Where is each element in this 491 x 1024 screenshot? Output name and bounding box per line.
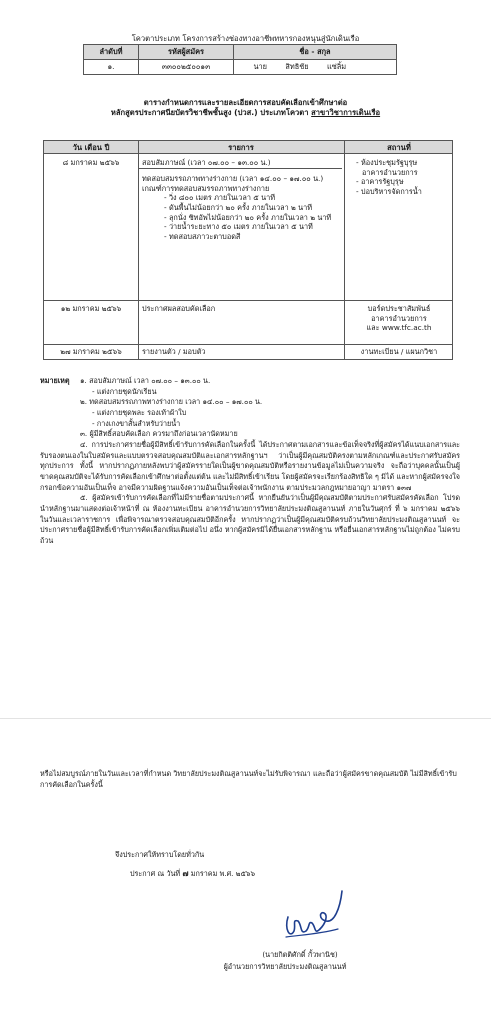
cell-first-name: สิทธิชัย — [270, 60, 324, 75]
cell-no: ๑. — [84, 60, 139, 75]
row4-places: งานทะเบียน / แผนกวิชา — [360, 347, 438, 356]
signer-name: (นายกิตติศักดิ์ กั้วพานิช) — [262, 950, 338, 959]
note-1: ๑. สอบสัมภาษณ์ เวลา ๐๗.๐๐ – ๑๓.๐๐ น. — [80, 376, 211, 385]
table-row — [84, 60, 397, 75]
header-item: รายการ — [228, 143, 254, 152]
note-4: ๔. การประกาศรายชื่อผู้มีสิทธิ์เข้ารับการคัดเลือกในครั้งนี้ ได้ประกาศตามเอกสารและข้อเท็จจริงที่ผู้สมัครได้แนบเอกสารและรับรองตนเองในใบสมัครและแบบตรวจสอบคุณสมบัติและเอกสารหลักฐานฯ ว่าเป็นผู้มีคุณสมบัติครงตามหลักเกณฑ์และประกาศรับสมัครทุกประการ ทั้งนี้ หากปรากฏภายหลังพบว่าผู้สมัครรายใดเป็นผู้ขาดคุณสมบัติหรือรายงานข้อมูลไม่เป็นความจริง จะถือว่าบุคคลนั้นเป็นผู้ขาดคุณสมบัติจะได้รับการคัดเลือกเข้าศึกษาต่อตั้งแต่ต้น และไม่มีสิทธิ์เข้าเรียน โดยผู้สมัครจะเรียกร้องสิทธิใด ๆ มิได้ และหากผู้สมัครจงใจกรอกข้อความอันเป็นเท็จ อาจมีความผิดฐานแจ้งความอันเป็นเท็จต่อเจ้าพนักงาน ตามประมวลกฎหมายอาญา มาตรา ๑๓๗ — [40, 439, 460, 492]
list-item: - ดันพื้นไม่น้อยกว่า ๒๐ ครั้ง ภายในเวลา ๒ นาที — [142, 203, 342, 213]
note-2-sub2: - กางเกงขาสั้นสำหรับว่ายน้ำ — [92, 418, 181, 428]
candidate-table — [83, 44, 397, 75]
notes-label: หมายเหตุ — [40, 376, 70, 385]
schedule-field: สาขาวิชาการเดินเรือ — [311, 108, 381, 118]
row2-places: - อาคารรัฐบุรุษ - บ่อบริหารจัดการน้ำ — [348, 177, 422, 196]
notes-section — [40, 376, 460, 547]
announce-line: จึงประกาศให้ทราบโดยทั่วกัน — [115, 850, 205, 859]
row1-item: สอบสัมภาษณ์ (เวลา ๐๗.๐๐ – ๑๓.๐๐ น.) — [142, 158, 271, 167]
list-item: - ลุกนั่ง ซิทอัพไม่น้อยกว่า ๒๐ ครั้ง ภายในเวลา ๒ นาที — [142, 213, 342, 223]
given-day: ๗ — [182, 869, 189, 878]
col-header-name: ชื่อ - สกุล — [234, 45, 397, 60]
project-line: โควตาประเภท โครงการสร้างช่องทางอาชีพทหารกองหนุนสู่นักเดินเรือ — [131, 34, 360, 43]
signer-position: ผู้อำนวยการวิทยาลัยประมงติณสูลานนท์ — [223, 962, 347, 971]
note-1-sub: - แต่งกายชุดนักเรียน — [92, 386, 157, 396]
row3-date: ๑๒ มกราคม ๒๕๖๖ — [60, 304, 122, 313]
row2-item: ทดสอบสมรรถภาพทางร่างกาย (เวลา ๑๔.๐๐ – ๑๗.๐๐ น.) เกณฑ์การทดสอบสมรรถภาพทางร่างกาย - วิ่ง ๘๐๐ เมตร ภายในเวลา ๕ นาที - ดันพื้นไม่น้อยกว่า ๒๐ ครั้ง ภายในเวลา ๒ นาที - ลุกนั่ง ซิทอัพไม่น้อยกว่า ๒๐ ครั้ง ภายในเวลา ๒ นาที - ว่ายน้ำระยะทาง ๕๐ เมตร ภายในเวลา ๕ นาที - ทดสอบสภาวะตาบอดสี — [142, 174, 342, 241]
row1-places: - ห้องประชุมรัฐบุรุษ อาคารอำนวยการ — [348, 158, 418, 177]
note-3: ๓. ผู้มีสิทธิ์สอบคัดเลือก ควรมาถึงก่อนเวลานัดหมาย — [80, 429, 238, 439]
col-header-no: ลำดับที่ — [84, 45, 139, 60]
list-item: - ทดสอบสภาวะตาบอดสี — [142, 232, 342, 242]
note-2: ๒. ทดสอบสมรรถภาพทางร่างกาย เวลา ๑๔.๐๐ – ๑๗.๐๐ น. — [80, 397, 263, 407]
col-header-code: รหัสผู้สมัคร — [139, 45, 234, 60]
header-place: สถานที่ — [387, 143, 411, 152]
row4-item: รายงานตัว / มอบตัว — [142, 347, 206, 356]
schedule-title-line1: ตารางกำหนดการและรายละเอียดการสอบคัดเลือกเข้าศึกษาต่อ — [143, 98, 348, 107]
row4-date: ๒๗ มกราคม ๒๕๖๖ — [60, 347, 122, 356]
header-date: วัน เดือน ปี — [72, 143, 110, 152]
schedule-table — [43, 140, 453, 360]
continuation-text: หรือไม่สมบูรณ์ภายในวันและเวลาที่กำหนด วิทยาลัยประมงติณสูลานนท์จะไม่รับพิจารณา และถือว่าผู้สมัครขาดคุณสมบัติ ไม่มีสิทธิ์เข้ารับการคัดเลือกในครั้งนี้ — [40, 769, 457, 789]
row3-item: ประกาศผลสอบคัดเลือก — [142, 304, 216, 313]
note-2-sub1: - แต่งกายชุดพละ รองเท้าผ้าใบ — [92, 407, 187, 417]
schedule-title-line2: หลักสูตรประกาศนียบัตรวิชาชีพชั้นสูง (ปวส.) ประเภทโควตา สาขาวิชาการเดินเรือ — [110, 108, 381, 118]
cell-code: ๓๓๐๐๒๕๐๐๑๓ — [139, 60, 234, 75]
row3-places: บอร์ดประชาสัมพันธ์ อาคารอำนวยการ และ www.tfc.ac.th — [366, 304, 432, 333]
page-break — [0, 718, 491, 719]
given-date: ประกาศ ณ วันที่ ๗ มกราคม พ.ศ. ๒๕๖๖ — [130, 869, 256, 878]
cell-last-name: แซ่ลิ้ม — [324, 60, 397, 75]
signature-image — [280, 885, 350, 945]
row1-date: ๘ มกราคม ๒๕๖๖ — [62, 158, 120, 167]
candidate-table-header — [84, 45, 397, 60]
list-item: - ว่ายน้ำระยะทาง ๕๐ เมตร ภายในเวลา ๕ นาที — [142, 222, 342, 232]
cell-prefix: นาย — [234, 60, 271, 75]
schedule-title — [0, 98, 491, 119]
note-5: ๕. ผู้สมัครเข้ารับการคัดเลือกที่ไม่มีรายชื่อตามประกาศนี้ หากยืนยันว่าเป็นผู้มีคุณสมบัติตามประกาศรับสมัครคัดเลือก โปรดนำหลักฐานมาแสดงต่อเจ้าหน้าที่ ณ ห้องงานทะเบียน อาคารอำนวยการวิทยาลัยประมงติณสูลานนท์ ภายในวันศุกร์ ที่ ๖ มกราคม ๒๕๖๖ ในวันและเวลาราชการ เพื่อพิจารณาตรวจสอบคุณสมบัติอีกครั้ง หากปรากฏว่าเป็นผู้มีคุณสมบัติครบถ้วนวิทยาลัยประมงติณสูลานนท์ จะประกาศรายชื่อผู้มีสิทธิ์เข้ารับการคัดเลือกเพิ่มเติมต่อไป อนึ่ง หากผู้สมัครมิได้ยื่นเอกสารหลักฐาน หรือยื่นเอกสารหลักฐานไม่ถูกต้อง ไม่ครบถ้วน — [40, 493, 460, 545]
list-item: - วิ่ง ๘๐๐ เมตร ภายในเวลา ๕ นาที — [142, 193, 342, 203]
